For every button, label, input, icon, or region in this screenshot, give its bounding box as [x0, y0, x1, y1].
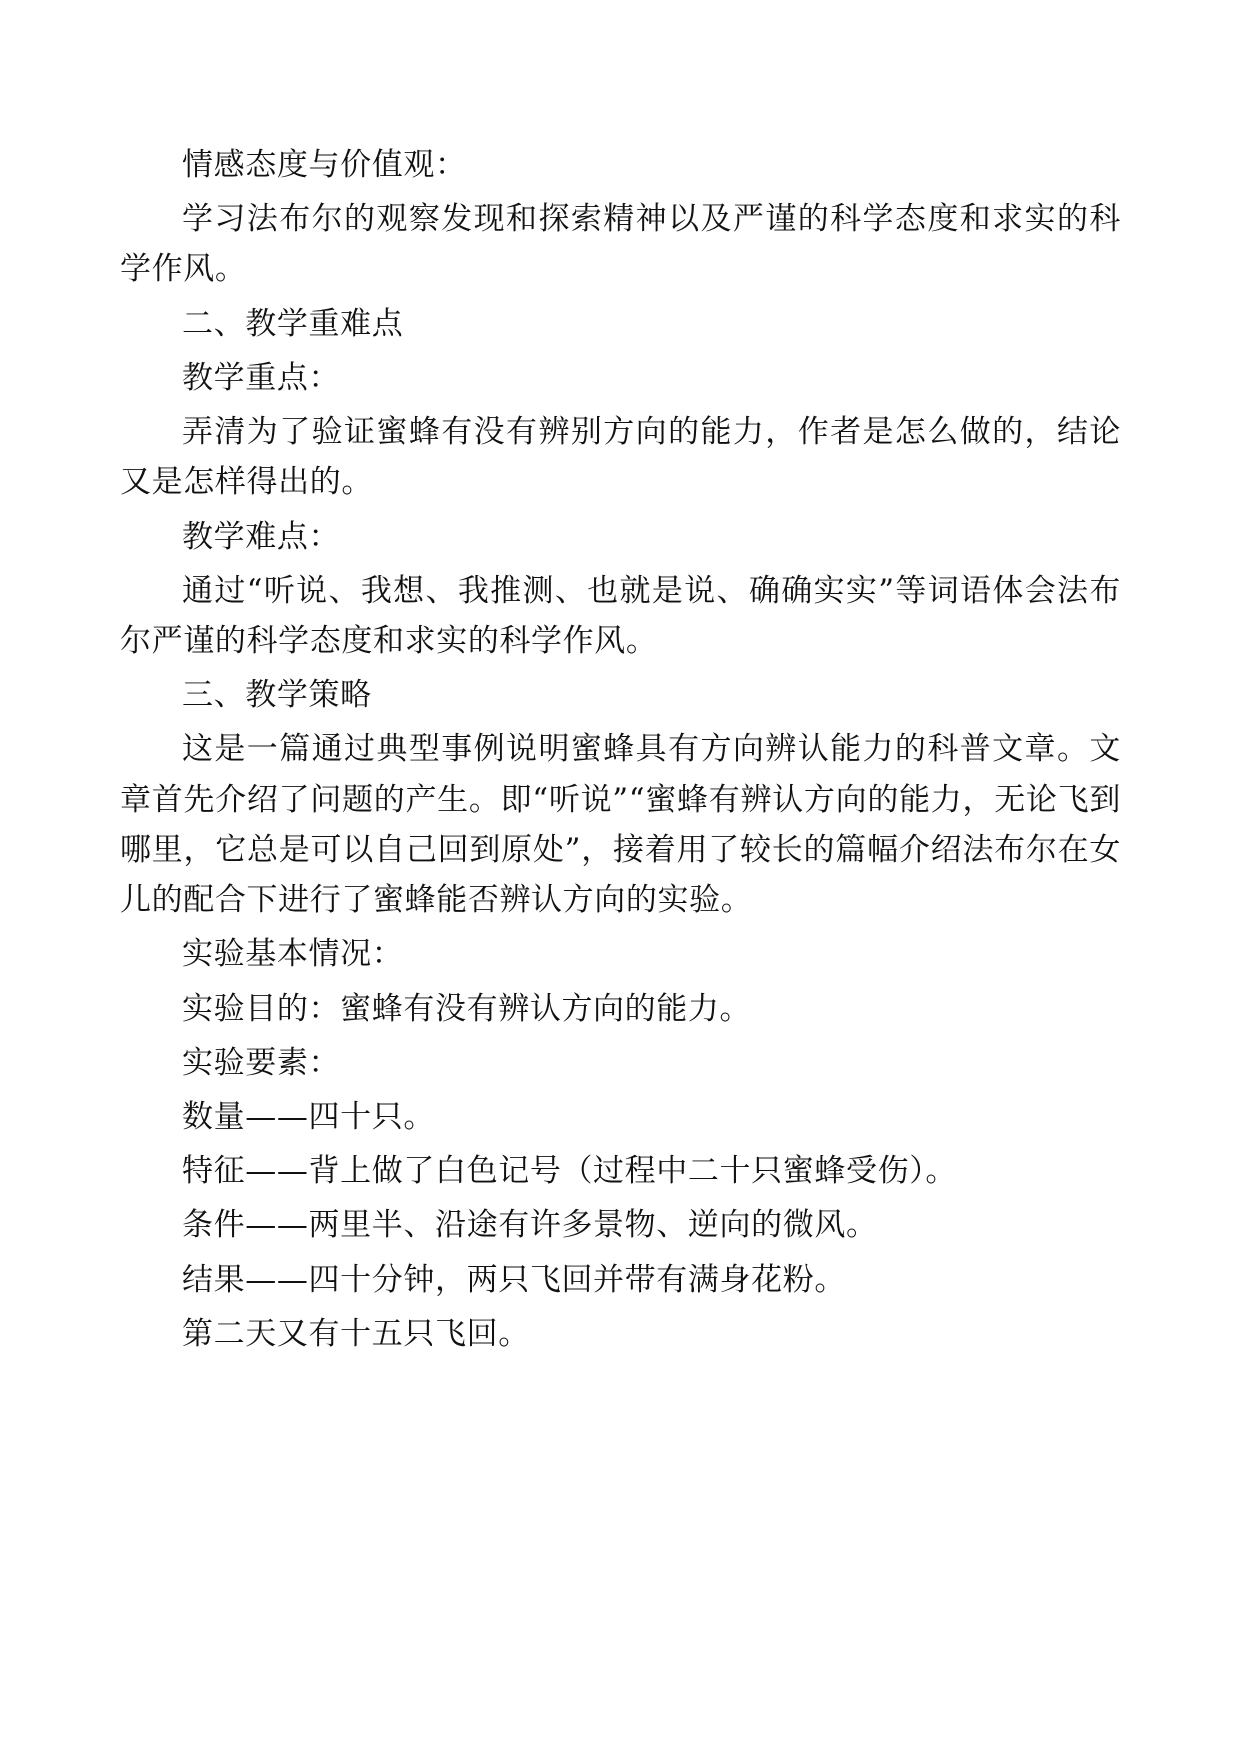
paragraph: 结果——四十分钟，两只飞回并带有满身花粉。 [182, 1261, 847, 1298]
paragraph: 学习法布尔的观察发现和探索精神以及严谨的科学态度和求实的科学作风。 [120, 201, 1121, 288]
paragraph: 条件——两里半、沿途有许多景物、逆向的微风。 [182, 1207, 878, 1244]
paragraph: 实验目的：蜜蜂有没有辨认方向的能力。 [182, 990, 752, 1027]
paragraph: 二、教学重难点 [182, 305, 404, 342]
paragraph: 三、教学策略 [182, 677, 372, 714]
paragraph: 实验基本情况： [182, 936, 404, 973]
paragraph: 实验要素： [182, 1044, 341, 1081]
paragraph: 教学重点： [182, 359, 341, 396]
paragraph: 弄清为了验证蜜蜂有没有辨别方向的能力，作者是怎么做的，结论又是怎样得出的。 [120, 414, 1121, 501]
paragraph: 通过“听说、我想、我推测、也就是说、确确实实”等词语体会法布尔严谨的科学态度和求实的科学作风。 [120, 572, 1121, 659]
paragraph: 情感态度与价值观： [182, 147, 467, 183]
paragraph: 第二天又有十五只飞回。 [182, 1315, 530, 1352]
paragraph: 数量——四十只。 [182, 1098, 435, 1135]
paragraph: 特征——背上做了白色记号（过程中二十只蜜蜂受伤）。 [182, 1153, 957, 1190]
paragraph: 这是一篇通过典型事例说明蜜蜂具有方向辨认能力的科普文章。文章首先介绍了问题的产生。即“听说”“蜜蜂有辨认方向的能力，无论飞到哪里，它总是可以自己回到原处”，接着用了较长的篇幅介绍法布尔在女儿的配合下进行了蜜蜂能否辨认方向的实验。 [120, 731, 1121, 919]
document-body [120, 140, 1121, 1359]
paragraph: 教学难点： [182, 518, 341, 555]
